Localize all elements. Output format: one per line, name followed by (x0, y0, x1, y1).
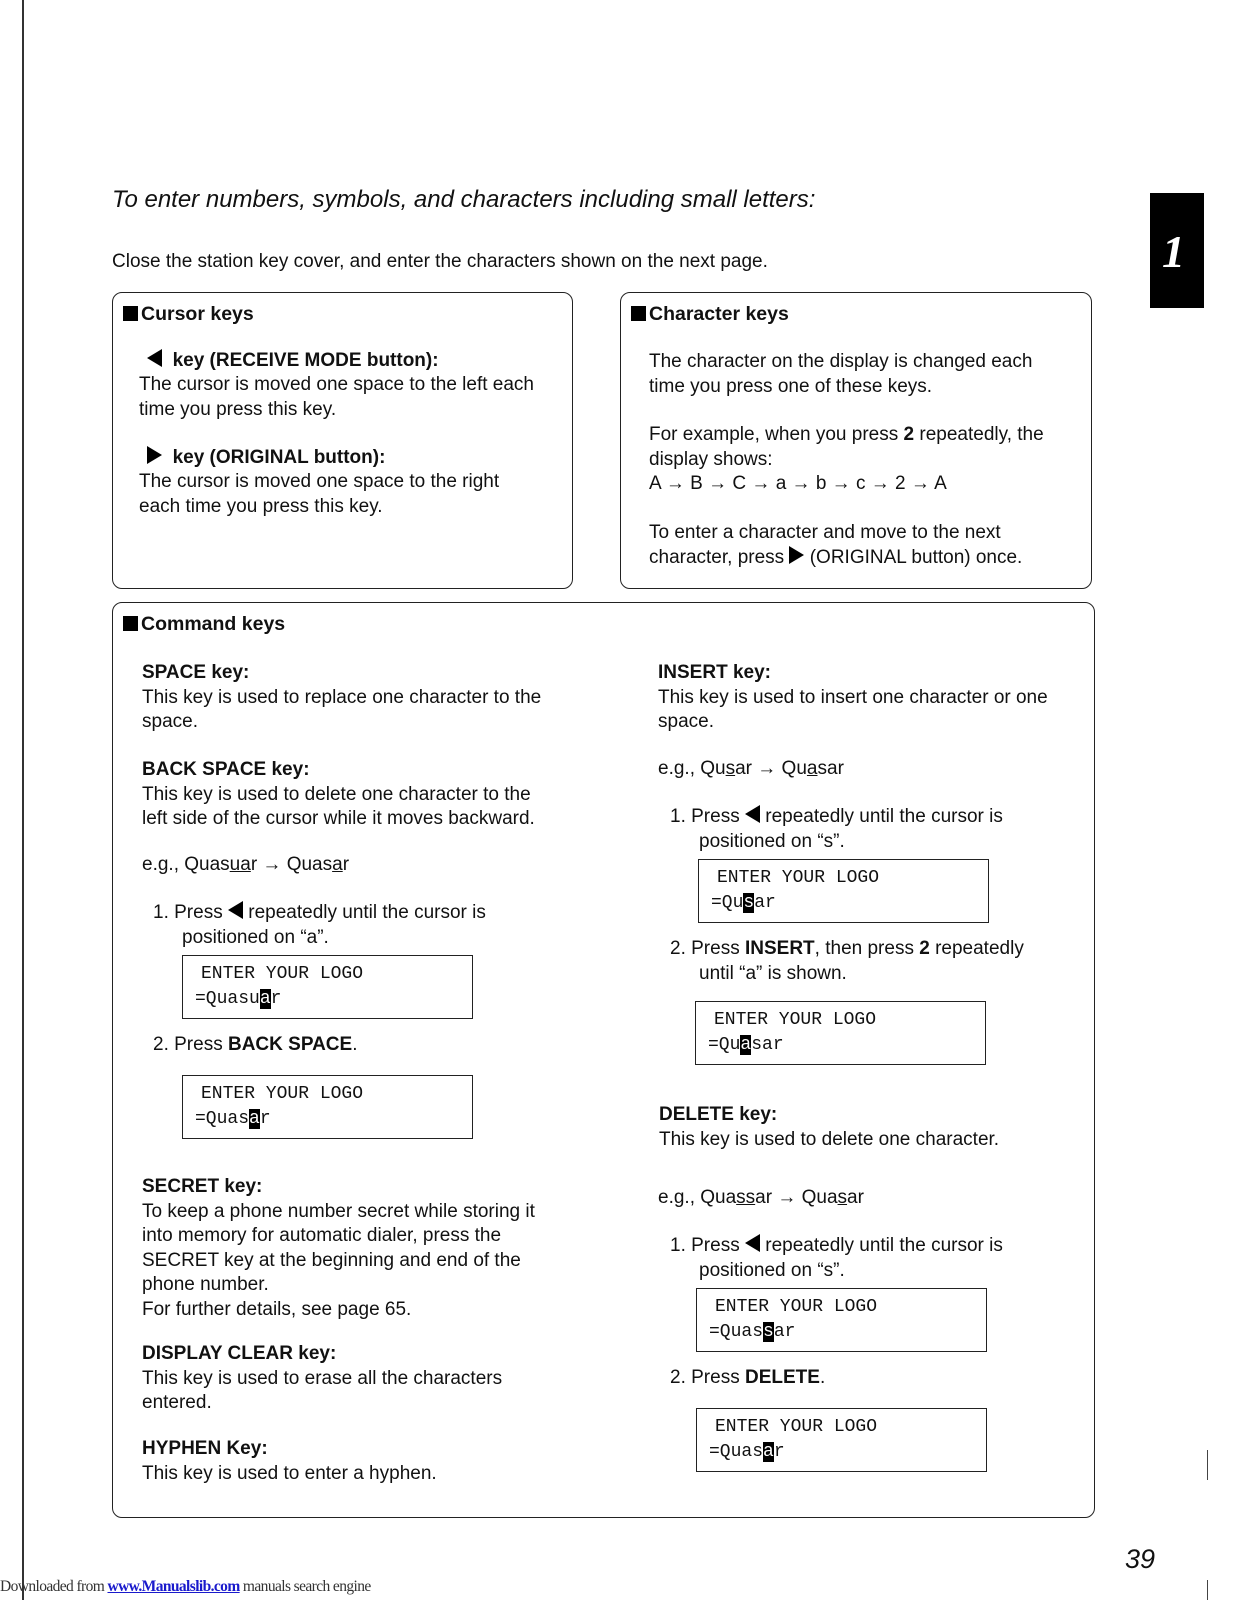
insert-example: e.g., Qusar → Quasar (658, 758, 844, 779)
insert-step-2: 2. Press INSERT, then press 2 repeatedly until “a” is shown. (670, 938, 1024, 984)
character-keys-heading: Character keys (631, 303, 789, 326)
edge-mark (1207, 1450, 1208, 1480)
command-keys-heading: Command keys (123, 613, 285, 636)
triangle-left-icon (147, 349, 162, 367)
lcd-cursor: a (249, 1108, 260, 1129)
lcd-display: ENTER YOUR LOGO =Quasar (182, 1075, 473, 1139)
backspace-step-1: 1. Press repeatedly until the cursor is positioned on “a”. (153, 902, 486, 948)
lcd-cursor: a (763, 1441, 774, 1462)
space-key-section: SPACE key: This key is used to replace one character to the space. (142, 662, 542, 732)
character-keys-advance: To enter a character and move to the next character, press (ORIGINAL button) once. (649, 522, 1023, 568)
section-title: To enter numbers, symbols, and characters including small letters: (112, 186, 816, 213)
delete-step-1: 1. Press repeatedly until the cursor is positioned on “s”. (670, 1235, 1003, 1281)
lcd-display: ENTER YOUR LOGO =Qusar (698, 859, 989, 923)
cursor-keys-box (112, 292, 573, 589)
triangle-right-icon (789, 546, 804, 564)
backspace-example: e.g., Quasuar → Quasar (142, 854, 350, 875)
intro-text: Close the station key cover, and enter the characters shown on the next page. (112, 251, 768, 272)
square-bullet-icon (123, 306, 138, 321)
triangle-left-icon (745, 1234, 760, 1252)
square-bullet-icon (123, 616, 138, 631)
left-key-label: key (RECEIVE MODE button): (147, 349, 439, 374)
chapter-number: 1 (1162, 226, 1185, 277)
binding-edge-line (22, 0, 24, 1600)
command-keys-box (112, 602, 1095, 1518)
square-bullet-icon (631, 306, 646, 321)
hyphen-key-section: HYPHEN Key: This key is used to enter a hyphen. (142, 1438, 437, 1484)
lcd-cursor: a (740, 1034, 752, 1055)
character-keys-example: For example, when you press 2 repeatedly, the display shows: A → B → C → a → b → c → 2 → A (649, 423, 1044, 497)
manualslib-link[interactable]: www.Manualslib.com (107, 1578, 240, 1595)
lcd-cursor: s (763, 1321, 774, 1342)
edge-mark (1207, 1580, 1208, 1600)
backspace-step-2: 2. Press BACK SPACE. (153, 1034, 358, 1055)
triangle-left-icon (745, 805, 760, 823)
delete-step-2: 2. Press DELETE. (670, 1367, 826, 1388)
lcd-display: ENTER YOUR LOGO =Quasar (695, 1001, 986, 1065)
right-key-label: key (ORIGINAL button): (147, 446, 385, 471)
delete-key-section: DELETE key: This key is used to delete one character. (659, 1104, 1000, 1150)
insert-step-1: 1. Press repeatedly until the cursor is positioned on “s”. (670, 806, 1003, 852)
secret-key-section: SECRET key: To keep a phone number secret while storing it into memory for automatic dialer, press the SECRET key at the beginning and end of the phone number. For further details, see page 65. (142, 1176, 535, 1320)
character-sequence: A → B → C → a → b → c → 2 → A (649, 473, 947, 494)
backspace-key-section: BACK SPACE key: This key is used to delete one character to the left side of the cursor while it moves backward. (142, 759, 535, 829)
triangle-right-icon (147, 446, 162, 464)
chapter-tab (1150, 193, 1204, 308)
delete-example: e.g., Quassar → Quasar (658, 1187, 864, 1208)
lcd-cursor: s (743, 892, 755, 913)
display-clear-key-section: DISPLAY CLEAR key: This key is used to erase all the characters entered. (142, 1343, 503, 1413)
cursor-keys-heading: Cursor keys (123, 303, 254, 326)
footer-watermark: Downloaded from www.Manualslib.com manuals search engine (0, 1578, 371, 1595)
insert-key-section: INSERT key: This key is used to insert one character or one space. (658, 662, 1048, 732)
right-key-desc: The cursor is moved one space to the right each time you press this key. (139, 471, 500, 517)
lcd-display: ENTER YOUR LOGO =Quasar (696, 1408, 987, 1472)
lcd-display: ENTER YOUR LOGO =Quassar (696, 1288, 987, 1352)
left-key-desc: The cursor is moved one space to the left each time you press this key. (139, 374, 534, 420)
character-keys-desc: The character on the display is changed each time you press one of these keys. (649, 351, 1033, 397)
lcd-cursor: a (259, 988, 271, 1009)
triangle-left-icon (228, 901, 243, 919)
lcd-display: ENTER YOUR LOGO =Quasuar (182, 955, 473, 1019)
page-number: 39 (1125, 1544, 1156, 1574)
character-keys-box (620, 292, 1092, 589)
